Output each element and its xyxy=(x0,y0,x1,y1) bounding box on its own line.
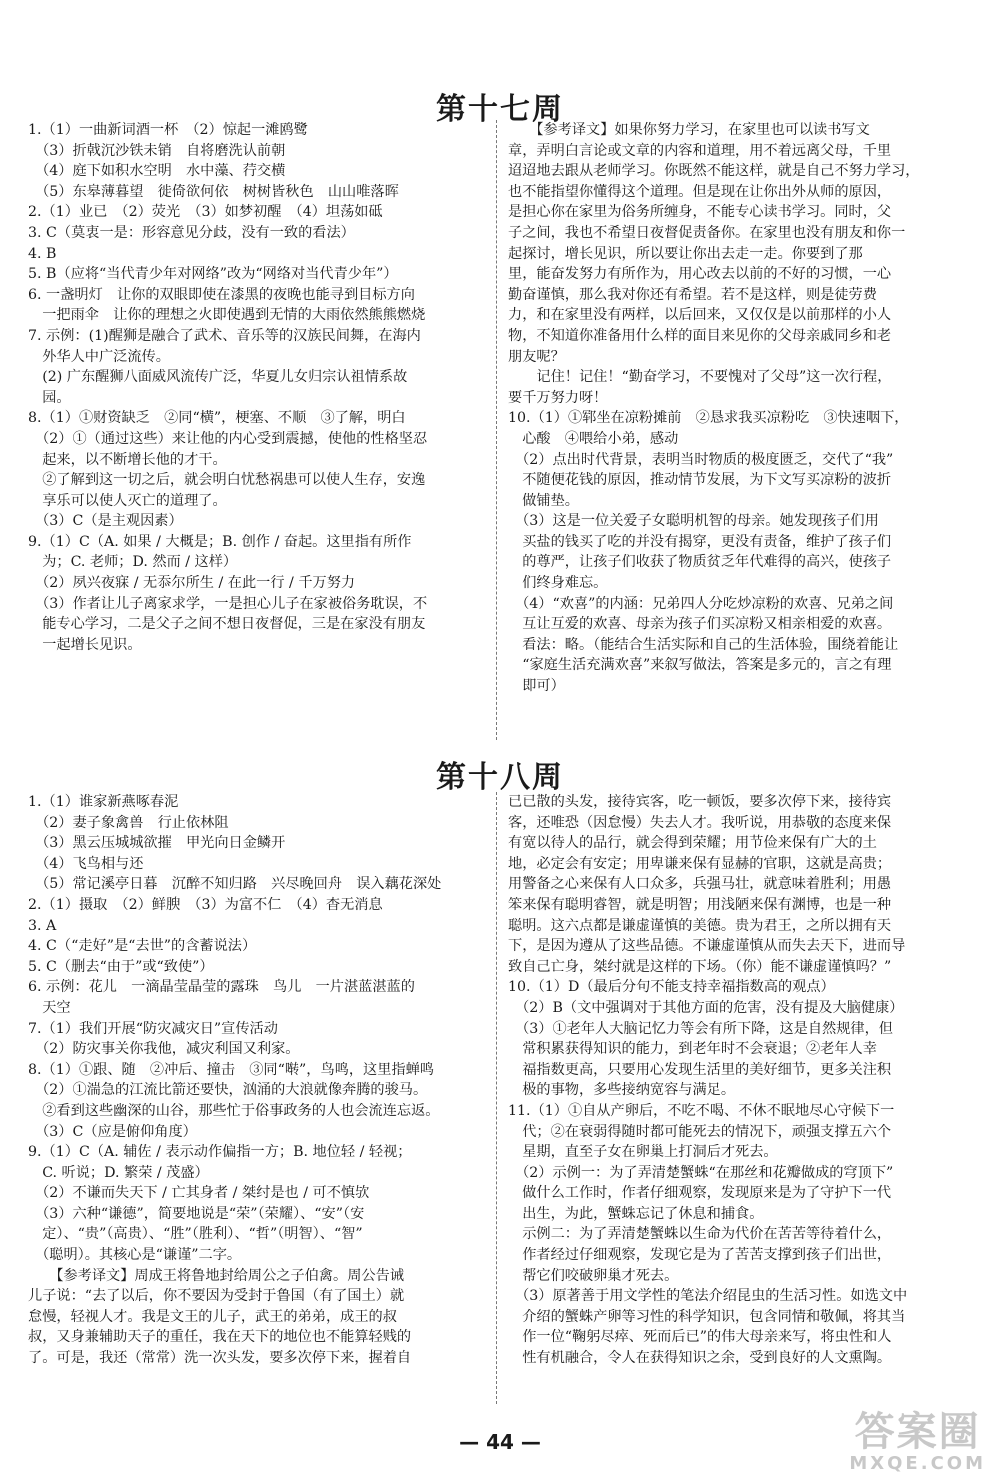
answer-line: 介绍的蟹蛛产卵等习性的科学知识，包含同情和敬佩，将其当 xyxy=(508,1308,906,1325)
answer-line: 3. A xyxy=(28,917,57,934)
answer-line: （聪明）。其核心是“谦谨”二字。 xyxy=(28,1247,242,1264)
answer-line: 作者经过仔细观察，发现它是为了苦苦支撑到孩子们出世， xyxy=(508,1247,892,1264)
week17-column-divider xyxy=(496,120,497,740)
answer-line: （5）常记溪亭日暮 沉醉不知归路 兴尽晚回舟 误入藕花深处 xyxy=(28,876,442,893)
answer-line: 性有机融合，令人在获得知识之余，受到良好的人文熏陶。 xyxy=(508,1350,892,1367)
answer-line: 5. B（应将“当代青少年对网络”改为“网络对当代青少年”） xyxy=(28,266,398,283)
answer-line: 1.（1）一曲新词酒一杯 （2）惊起一滩鸥鹭 xyxy=(28,122,308,138)
answer-line: （2）①湍急的江流比箭还要快，汹涌的大浪就像奔腾的骏马。 xyxy=(28,1082,428,1099)
answer-line: 定）、“贵”（高贵）、“胜”（胜利）、“哲”（明智）、“智” xyxy=(28,1226,363,1243)
answer-line: “家庭生活充满欢喜”来叙写做法，答案是多元的，言之有理 xyxy=(508,657,892,674)
watermark-line1: 答案圈 xyxy=(854,1409,981,1455)
answer-line: 看法：略。（能结合生活实际和自己的生活体验，围绕着能让 xyxy=(508,636,899,653)
answer-line: 朋友呢？ xyxy=(508,348,565,365)
answer-line: 能专心学习，二是父子之间不想日夜督促，三是在家没有朋友 xyxy=(28,616,426,633)
answer-line: 有宽以待人的品行，就会得到荣耀；用节俭来保有广大的土 xyxy=(508,835,877,852)
answer-line: （4）庭下如积水空明 水中藻、荇交横 xyxy=(28,163,286,180)
answer-line: 8.（1）①跟、随 ②冲后、撞击 ③同“啭”，鸟鸣，这里指蝉鸣 xyxy=(28,1061,434,1078)
answer-line: 迢迢地去跟从老师学习。你既然不能这样，就是自己不努力学习， xyxy=(508,163,920,180)
answer-line: 物，不知道你准备用什么样的面目来见你的父母亲戚同乡和老 xyxy=(508,327,892,344)
answer-line: 起探讨，增长见识，所以要让你出去走一走。你要到了那 xyxy=(508,245,863,262)
week17-title: 第十七周 xyxy=(436,92,564,127)
answer-line: 为；C. 老师；D. 然而 / 这样） xyxy=(28,554,238,571)
answer-line: 园。 xyxy=(28,389,71,406)
answer-line: 6. 一盏明灯 让你的双眼即使在漆黑的夜晚也能寻到目标方向 xyxy=(28,286,415,303)
answer-line: 怠慢，轻视人才。我是文王的儿子，武王的弟弟，成王的叔 xyxy=(28,1308,397,1325)
answer-line: （3）黑云压城城欲摧 甲光向日金鳞开 xyxy=(28,835,286,852)
week18-left-column xyxy=(28,792,486,1369)
answer-line: （4）“欢喜”的内涵：兄弟四人分吃炒凉粉的欢喜、兄弟之间 xyxy=(508,595,894,612)
answer-line: 子之间，我也不希望日夜督促责备你。在家里也没有朋友和你一 xyxy=(508,224,906,241)
answer-line: 地，必定会有安定；用卑谦来保有显赫的官职，这就是高贵； xyxy=(508,855,892,872)
answer-line: 要千万努力呀！ xyxy=(508,389,608,406)
answer-line: (2) 广东醒狮八面威风流传广泛，华夏儿女归宗认祖情系故 xyxy=(28,369,408,386)
page-number: — 44 — xyxy=(459,1430,541,1454)
answer-line: 互让互爱的欢喜、母亲为孩子们买凉粉又相亲相爱的欢喜。 xyxy=(508,616,892,633)
answer-line: （3）折戟沉沙铁未销 自将磨洗认前朝 xyxy=(28,142,286,159)
answer-line: 11.（1）①自从产卵后，不吃不喝、不休不眠地尽心守候下一 xyxy=(508,1102,895,1119)
answer-line: 做什么工作时，作者仔细观察，发现原来是为了守护下一代 xyxy=(508,1185,892,1202)
answer-line: 起来，以不断增长他的才干。 xyxy=(28,451,227,468)
answer-line: 1.（1）谁家新燕啄春泥 xyxy=(28,794,179,810)
answer-line: （2）防灾事关你我他，减灾利国又利家。 xyxy=(28,1041,300,1058)
answer-line: 们终身难忘。 xyxy=(508,575,608,592)
answer-line: 章，弄明白言论或文章的内容和道理，用不着远离父母，千里 xyxy=(508,142,892,159)
answer-line: 9.（1）C（A. 如果 / 大概是；B. 创作 / 奋起。这里指有所作 xyxy=(28,533,412,550)
answer-line: （2）点出时代背景，表明当时物质的极度匮乏，交代了“我” xyxy=(508,451,894,468)
answer-line: 勤奋谨慎，那么我对你还有希望。若不是这样，则是徒劳费 xyxy=(508,286,877,303)
answer-line: 做铺垫。 xyxy=(508,492,579,509)
answer-line: 7. 示例：(1)醒狮是融合了武术、音乐等的汉族民间舞，在海内 xyxy=(28,327,421,344)
answer-line: 一把雨伞 让你的理想之火即使遇到无情的大雨依然熊熊燃烧 xyxy=(28,307,426,324)
answer-line: （3）C（应是俯仰角度） xyxy=(28,1123,197,1140)
answer-line: 极的事物，多些接纳宽容与满足。 xyxy=(508,1082,736,1099)
answer-line: （3）作者让儿子离家求学，一是担心儿子在家被俗务耽误，不 xyxy=(28,595,428,612)
answer-line: 买盐的钱买了吃的并没有揭穿，更没有责备，维护了孩子们 xyxy=(508,533,892,550)
answer-line: 星期，直至子女在卵巢上打洞后才死去。 xyxy=(508,1144,778,1161)
answer-line: 笨来保有聪明睿智，就是明智；用浅陋来保有渊博，也是一种 xyxy=(508,896,892,913)
answer-line: C. 听说；D. 繁荣 / 茂盛） xyxy=(28,1164,209,1181)
answer-line: 是担心你在家里为俗务所缠身，不能专心读书学习。同时，父 xyxy=(508,204,892,221)
answer-line: 2.（1）摄取 （2）鲜腴 （3）为富不仁 （4）杳无消息 xyxy=(28,896,383,913)
answer-line: 用警备之心来保有人口众多，兵强马壮，就意味着胜利；用愚 xyxy=(508,876,892,893)
answer-line: 6. 示例：花儿 一滴晶莹晶莹的露珠 鸟儿 一片湛蓝湛蓝的 xyxy=(28,979,415,996)
answer-line: 叔，又身兼辅助天子的重任，我在天下的地位也不能算轻贱的 xyxy=(28,1329,412,1346)
week18-right-column xyxy=(508,792,978,1369)
answer-line: 常积累获得知识的能力，到老年时不会衰退；②老年人幸 xyxy=(508,1041,877,1058)
answer-line: 的尊严，让孩子们收获了物质贫乏年代难得的高兴，使孩子 xyxy=(508,554,892,571)
answer-line: （3）六种“谦德”，简要地说是“荣”（荣耀）、“安”（安 xyxy=(28,1205,365,1222)
answer-line: 3. C（莫衷一是：形容意见分歧，没有一致的看法） xyxy=(28,224,355,241)
answer-line: 代；②在衰弱得随时都可能死去的情况下，顽强支撑五六个 xyxy=(508,1123,892,1140)
watermark-logo xyxy=(849,1411,986,1474)
week18-title: 第十八周 xyxy=(436,760,564,795)
answer-line: （2）不谦而失天下 / 亡其身者 / 桀纣是也 / 可不慎欤 xyxy=(28,1185,370,1202)
answer-line: （5）东皋薄暮望 徙倚欲何依 树树皆秋色 山山唯落晖 xyxy=(28,183,399,200)
answer-line: 福指数更高，只要用心发现生活里的美好细节，更多关注积 xyxy=(508,1061,892,1078)
answer-line: 帮它们咬破卵巢才死去。 xyxy=(508,1267,679,1284)
answer-line: 已已散的头发，接待宾客，吃一顿饭，要多次停下来，接待宾 xyxy=(508,794,892,810)
answer-line: 力，和在家里没有两样，以后回来，又仅仅是以前那样的小人 xyxy=(508,307,892,324)
answer-line: 客，还唯恐（因怠慢）失去人才。我听说，用恭敬的态度来保 xyxy=(508,814,892,831)
answer-line: 也不能指望你懂得这个道理。但是现在让你出外从师的原因， xyxy=(508,183,892,200)
answer-line: （2）B（文中强调对于其他方面的危害，没有提及大脑健康） xyxy=(508,999,904,1016)
answer-line: 2.（1）业已 （2）荧光 （3）如梦初醒 （4）坦荡如砥 xyxy=(28,204,383,221)
answer-line: 作一位“鞠躬尽瘁、死而后已”的伟大母亲来写，将虫性和人 xyxy=(508,1329,892,1346)
week17-right-column xyxy=(508,120,978,697)
answer-line: 享乐可以使人灭亡的道理了。 xyxy=(28,492,227,509)
answer-line: 一起增长见识。 xyxy=(28,636,142,653)
answer-line: 外华人中广泛流传。 xyxy=(28,348,170,365)
answer-line: 【参考译文】如果你努力学习，在家里也可以读书写文 xyxy=(508,122,870,138)
answer-line: 下，是因为遵从了这些品德。不谦虚谨慎从而失去天下，进而导 xyxy=(508,938,906,955)
answer-line: 10.（1）①郓坐在凉粉摊前 ②恳求我买凉粉吃 ③快速咽下， xyxy=(508,410,909,427)
answer-line: （3）这是一位关爱子女聪明机智的母亲。她发现孩子们用 xyxy=(508,513,879,530)
answer-line: （2）示例一：为了弄清楚蟹蛛“在那丝和花瓣做成的穹顶下” xyxy=(508,1164,894,1181)
answer-line: ②看到这些幽深的山谷，那些忙于俗事政务的人也会流连忘返。 xyxy=(28,1102,440,1119)
answer-line: 5. C（删去“由于”或“致使”） xyxy=(28,958,214,975)
answer-line: （2）妻子象禽兽 行止依林阻 xyxy=(28,814,229,831)
answer-line: 致自己亡身，桀纣就是这样的下场。（你）能不谦虚谨慎吗？” xyxy=(508,958,892,975)
answer-line: 聪明。这六点都是谦虚谨慎的美德。贵为君王，之所以拥有天 xyxy=(508,917,892,934)
answer-line: 【参考译文】周成王将鲁地封给周公之子伯禽。周公告诫 xyxy=(28,1267,404,1284)
answer-line: 出生，为此，蟹蛛忘记了休息和捕食。 xyxy=(508,1205,764,1222)
answer-line: （4）飞鸟相与还 xyxy=(28,855,144,872)
answer-line: 不随便花钱的原因，推动情节发展，为下文写买凉粉的波折 xyxy=(508,472,892,489)
answer-line: 4. C（“走好”是“去世”的含蓄说法） xyxy=(28,938,257,955)
watermark-line2: MXQE.COM xyxy=(849,1453,986,1474)
answer-line: （3）C（是主观因素） xyxy=(28,513,183,530)
answer-line: 即可） xyxy=(508,678,565,695)
answer-line: 示例二：为了弄清楚蟹蛛以生命为代价在苦苦等待着什么， xyxy=(508,1226,892,1243)
answer-line: 里，能奋发努力有所作为，用心改去以前的不好的习惯，一心 xyxy=(508,266,892,283)
answer-line: 9.（1）C（A. 辅佐 / 表示动作偏指一方；B. 地位轻 / 轻视； xyxy=(28,1144,412,1161)
answer-line: （2）①（通过这些）来让他的内心受到震撼，使他的性格坚忍 xyxy=(28,430,428,447)
answer-line: 4. B xyxy=(28,245,57,262)
answer-line: 天空 xyxy=(28,999,71,1016)
week17-left-column xyxy=(28,120,486,655)
answer-line: 记住！记住！“勤奋学习，不要愧对了父母”这一次行程， xyxy=(508,369,892,386)
answer-line: 10.（1）D（最后分句不能支持幸福指数高的观点） xyxy=(508,979,835,996)
answer-line: 儿子说：“去了以后，你不要因为受封于鲁国（有了国土）就 xyxy=(28,1288,405,1305)
week18-column-divider xyxy=(496,792,497,1404)
answer-line: 8.（1）①财资缺乏 ②同“横”，梗塞、不顺 ③了解，明白 xyxy=(28,410,406,427)
answer-line: ②了解到这一切之后，就会明白忧愁祸患可以使人生存，安逸 xyxy=(28,472,426,489)
answer-line: 了。可是，我还（常常）洗一次头发，要多次停下来，握着自 xyxy=(28,1350,412,1367)
answer-line: （2）夙兴夜寐 / 无忝尔所生 / 在此一行 / 千万努力 xyxy=(28,575,356,592)
answer-line: （3）①老年人大脑记忆力等会有所下降，这是自然规律，但 xyxy=(508,1020,893,1037)
answer-line: （3）原著善于用文学性的笔法介绍昆虫的生活习性。如选文中 xyxy=(508,1288,908,1305)
answer-line: 心酸 ④喂给小弟，感动 xyxy=(508,430,679,447)
answer-line: 7.（1）我们开展“防灾减灾日”宣传活动 xyxy=(28,1020,278,1037)
